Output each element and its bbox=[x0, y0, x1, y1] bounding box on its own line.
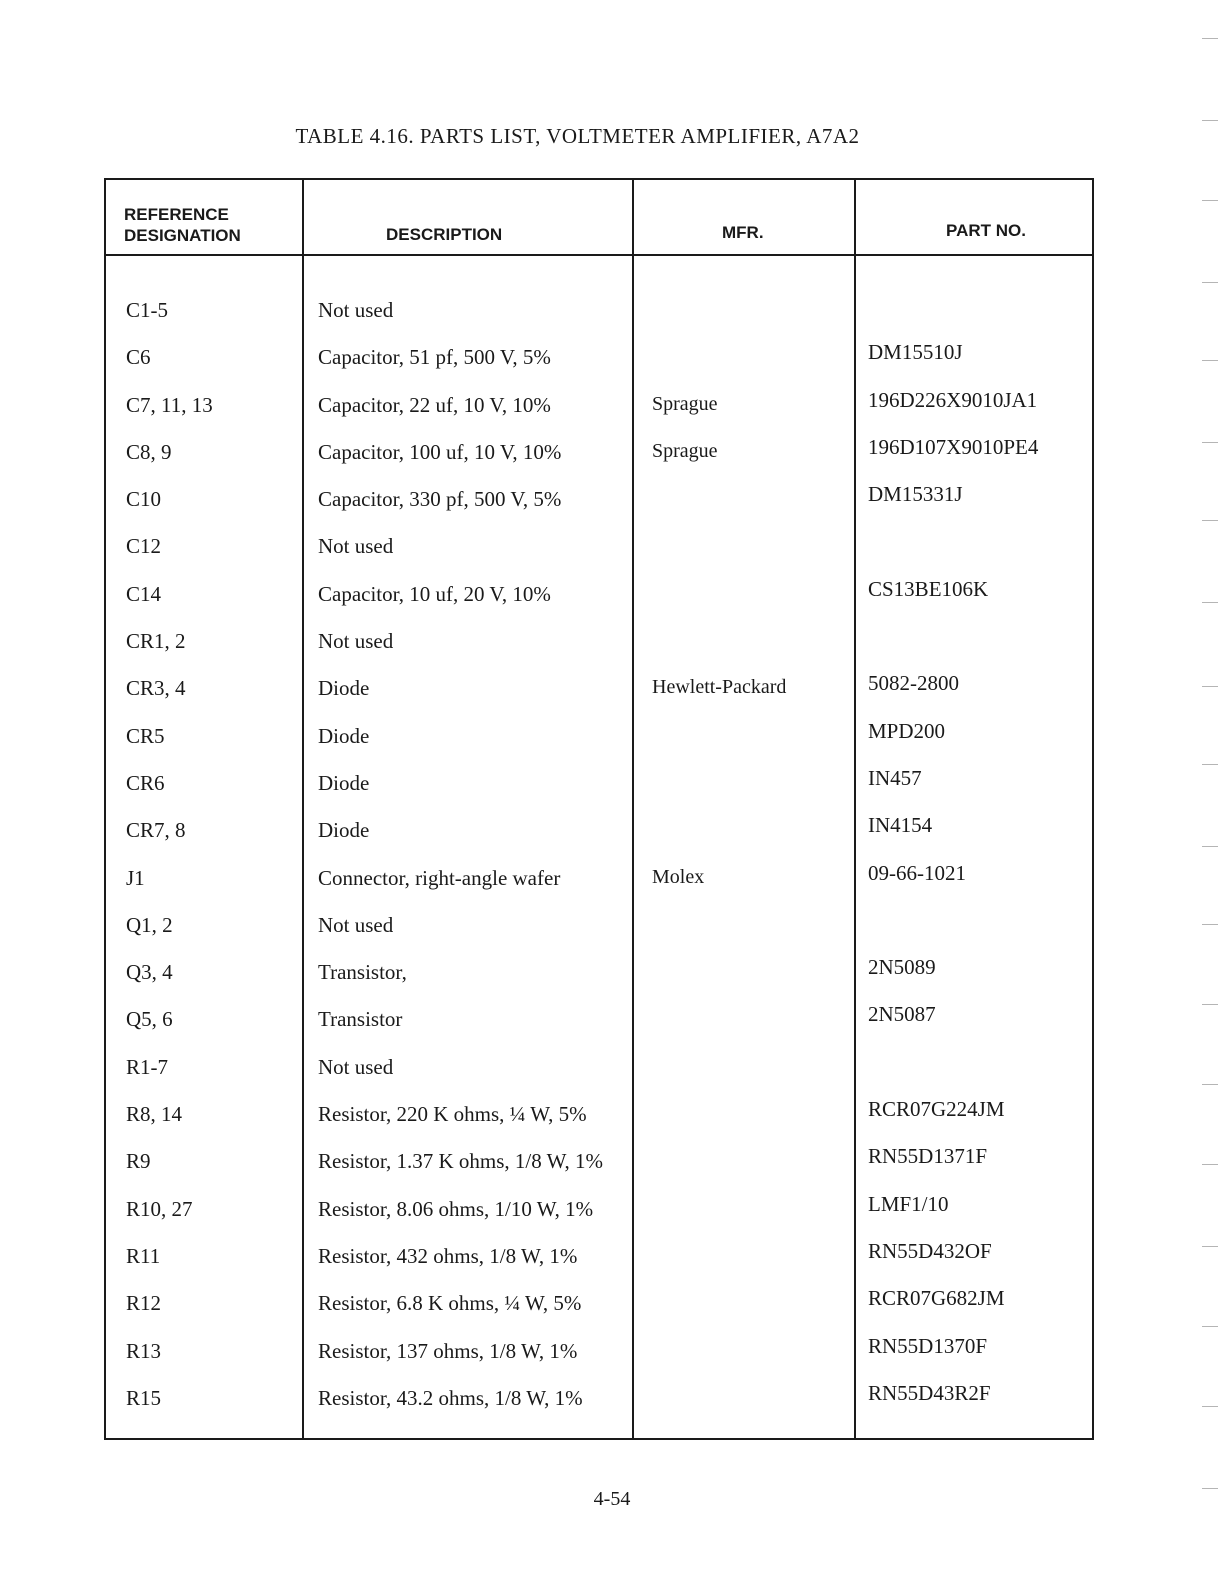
reference-designation-cell: J1 bbox=[126, 865, 145, 890]
description-cell: Connector, right-angle wafer bbox=[318, 865, 561, 890]
table-row bbox=[106, 813, 1092, 865]
description-cell: Capacitor, 100 uf, 10 V, 10% bbox=[318, 439, 562, 464]
description-cell: Transistor bbox=[318, 1007, 403, 1032]
scan-edge-mark bbox=[1202, 1326, 1218, 1327]
reference-designation-cell: CR6 bbox=[126, 770, 165, 795]
part-number-cell: RCR07G224JM bbox=[868, 1097, 1005, 1122]
reference-designation-cell: C14 bbox=[126, 581, 162, 606]
scan-edge-mark bbox=[1202, 442, 1218, 443]
part-number-cell: DM15510J bbox=[868, 340, 963, 365]
scan-edge-mark bbox=[1202, 686, 1218, 687]
reference-designation-cell: Q5, 6 bbox=[126, 1007, 173, 1032]
table-row bbox=[106, 434, 1092, 487]
table-title: TABLE 4.16. PARTS LIST, VOLTMETER AMPLIFIER, A7A2 bbox=[295, 124, 860, 148]
header-mfr: MFR. bbox=[722, 223, 764, 242]
table-row bbox=[106, 534, 1092, 581]
scan-edge-mark bbox=[1202, 1004, 1218, 1005]
description-cell: Resistor, 1.37 K ohms, 1/8 W, 1% bbox=[318, 1149, 604, 1174]
table-row bbox=[106, 1333, 1092, 1386]
table-row bbox=[106, 340, 1092, 392]
part-number-cell: RN55D1370F bbox=[868, 1333, 988, 1358]
description-cell: Resistor, 137 ohms, 1/8 W, 1% bbox=[318, 1338, 578, 1363]
description-cell: Capacitor, 22 uf, 10 V, 10% bbox=[318, 392, 551, 417]
scan-edge-mark bbox=[1202, 1084, 1218, 1085]
table-row bbox=[106, 1286, 1092, 1338]
scan-edge-mark bbox=[1202, 282, 1218, 283]
part-number-cell: 2N5087 bbox=[868, 1002, 936, 1027]
description-cell: Diode bbox=[318, 676, 370, 701]
reference-designation-cell: R9 bbox=[126, 1149, 151, 1174]
description-cell: Capacitor, 51 pf, 500 V, 5% bbox=[318, 345, 551, 370]
reference-designation-cell: CR3, 4 bbox=[126, 676, 186, 701]
description-cell: Capacitor, 10 uf, 20 V, 10% bbox=[318, 581, 551, 606]
table-row bbox=[106, 298, 1092, 345]
reference-designation-cell: R10, 27 bbox=[126, 1196, 193, 1221]
part-number-cell: LMF1/10 bbox=[868, 1191, 949, 1216]
reference-designation-cell: R15 bbox=[126, 1385, 162, 1410]
scan-edge-mark bbox=[1202, 360, 1218, 361]
part-number-cell: RCR07G682JM bbox=[868, 1286, 1005, 1311]
part-number-cell: RN55D1371F bbox=[868, 1144, 988, 1169]
description-cell: Not used bbox=[318, 912, 394, 937]
scan-edge-mark bbox=[1202, 200, 1218, 201]
description-cell: Not used bbox=[318, 298, 394, 322]
description-cell: Resistor, 432 ohms, 1/8 W, 1% bbox=[318, 1243, 578, 1268]
reference-designation-cell: R1-7 bbox=[126, 1054, 168, 1079]
part-number-cell: 196D107X9010PE4 bbox=[868, 434, 1039, 459]
table-row bbox=[106, 387, 1092, 440]
scan-edge-mark bbox=[1202, 764, 1218, 765]
table-row bbox=[106, 671, 1092, 723]
scan-edge-mark bbox=[1202, 602, 1218, 603]
page-number: 4-54 bbox=[593, 1488, 631, 1510]
reference-designation-cell: C8, 9 bbox=[126, 439, 172, 464]
description-cell: Resistor, 8.06 ohms, 1/10 W, 1% bbox=[318, 1196, 594, 1221]
scan-edge-mark bbox=[1202, 1246, 1218, 1247]
scan-edge-mark bbox=[1202, 120, 1218, 121]
reference-designation-cell: C12 bbox=[126, 534, 162, 559]
scan-edge-mark bbox=[1202, 520, 1218, 521]
table-row bbox=[106, 1191, 1092, 1244]
table-row bbox=[106, 718, 1092, 771]
table-row bbox=[106, 1380, 1092, 1433]
mfr-cell: Sprague bbox=[652, 392, 718, 415]
description-cell: Capacitor, 330 pf, 500 V, 5% bbox=[318, 487, 562, 512]
table-row bbox=[106, 482, 1092, 534]
table-row bbox=[106, 1055, 1092, 1102]
reference-designation-cell: CR5 bbox=[126, 723, 165, 748]
scan-edge-mark bbox=[1202, 1164, 1218, 1165]
part-number-cell: 09-66-1021 bbox=[868, 860, 966, 885]
description-cell: Transistor, bbox=[318, 960, 407, 985]
reference-designation-cell: Q1, 2 bbox=[126, 912, 173, 937]
table-row bbox=[106, 765, 1092, 818]
header-description: DESCRIPTION bbox=[386, 225, 503, 244]
description-cell: Resistor, 220 K ohms, ¼ W, 5% bbox=[318, 1102, 587, 1127]
table-row bbox=[106, 629, 1092, 676]
table-row bbox=[106, 1238, 1092, 1291]
part-number-cell: RN55D43R2F bbox=[868, 1380, 991, 1405]
scan-edge-mark bbox=[1202, 846, 1218, 847]
reference-designation-cell: R12 bbox=[126, 1291, 162, 1316]
part-number-cell: RN55D432OF bbox=[868, 1238, 992, 1263]
reference-designation-cell: R13 bbox=[126, 1338, 162, 1363]
scan-edge-mark bbox=[1202, 1406, 1218, 1407]
reference-designation-cell: C6 bbox=[126, 345, 151, 370]
header-reference-designation: REFERENCE DESIGNATION bbox=[124, 205, 241, 245]
reference-designation-cell: CR1, 2 bbox=[126, 629, 186, 654]
scan-edge-mark bbox=[1202, 924, 1218, 925]
table-row bbox=[106, 913, 1092, 960]
part-number-cell: MPD200 bbox=[868, 718, 946, 743]
reference-designation-cell: C1-5 bbox=[126, 298, 168, 322]
scan-edge-mark bbox=[1202, 1488, 1218, 1489]
table-row bbox=[106, 576, 1092, 629]
scan-edge-mark bbox=[1202, 38, 1218, 39]
reference-designation-cell: C10 bbox=[126, 487, 162, 512]
part-number-cell: DM15331J bbox=[868, 482, 963, 507]
table-row bbox=[106, 1002, 1092, 1054]
description-cell: Not used bbox=[318, 629, 394, 654]
description-cell: Resistor, 43.2 ohms, 1/8 W, 1% bbox=[318, 1385, 583, 1410]
table-row bbox=[106, 1144, 1092, 1196]
table-body bbox=[106, 298, 1092, 1433]
reference-designation-cell: R11 bbox=[126, 1243, 161, 1268]
reference-designation-cell: C7, 11, 13 bbox=[126, 392, 213, 417]
description-cell: Resistor, 6.8 K ohms, ¼ W, 5% bbox=[318, 1291, 582, 1316]
mfr-cell: Molex bbox=[652, 865, 705, 888]
table-row bbox=[106, 1097, 1092, 1149]
description-cell: Not used bbox=[318, 1054, 394, 1079]
description-cell: Diode bbox=[318, 723, 370, 748]
part-number-cell: 5082-2800 bbox=[868, 671, 959, 696]
description-cell: Diode bbox=[318, 770, 370, 795]
parts-list-table bbox=[104, 178, 1094, 1440]
description-cell: Diode bbox=[318, 818, 370, 843]
header-part-no: PART NO. bbox=[946, 221, 1026, 240]
reference-designation-cell: CR7, 8 bbox=[126, 818, 186, 843]
table-row bbox=[106, 860, 1092, 913]
mfr-cell: Sprague bbox=[652, 439, 718, 462]
reference-designation-cell: Q3, 4 bbox=[126, 960, 173, 985]
header-divider bbox=[106, 254, 1092, 256]
part-number-cell: 2N5089 bbox=[868, 955, 936, 980]
part-number-cell: CS13BE106K bbox=[868, 576, 989, 601]
part-number-cell: 196D226X9010JA1 bbox=[868, 387, 1038, 412]
table-row bbox=[106, 955, 1092, 1007]
description-cell: Not used bbox=[318, 534, 394, 559]
mfr-cell: Hewlett-Packard bbox=[652, 676, 787, 699]
part-number-cell: IN4154 bbox=[868, 813, 933, 838]
reference-designation-cell: R8, 14 bbox=[126, 1102, 183, 1127]
part-number-cell: IN457 bbox=[868, 765, 922, 790]
